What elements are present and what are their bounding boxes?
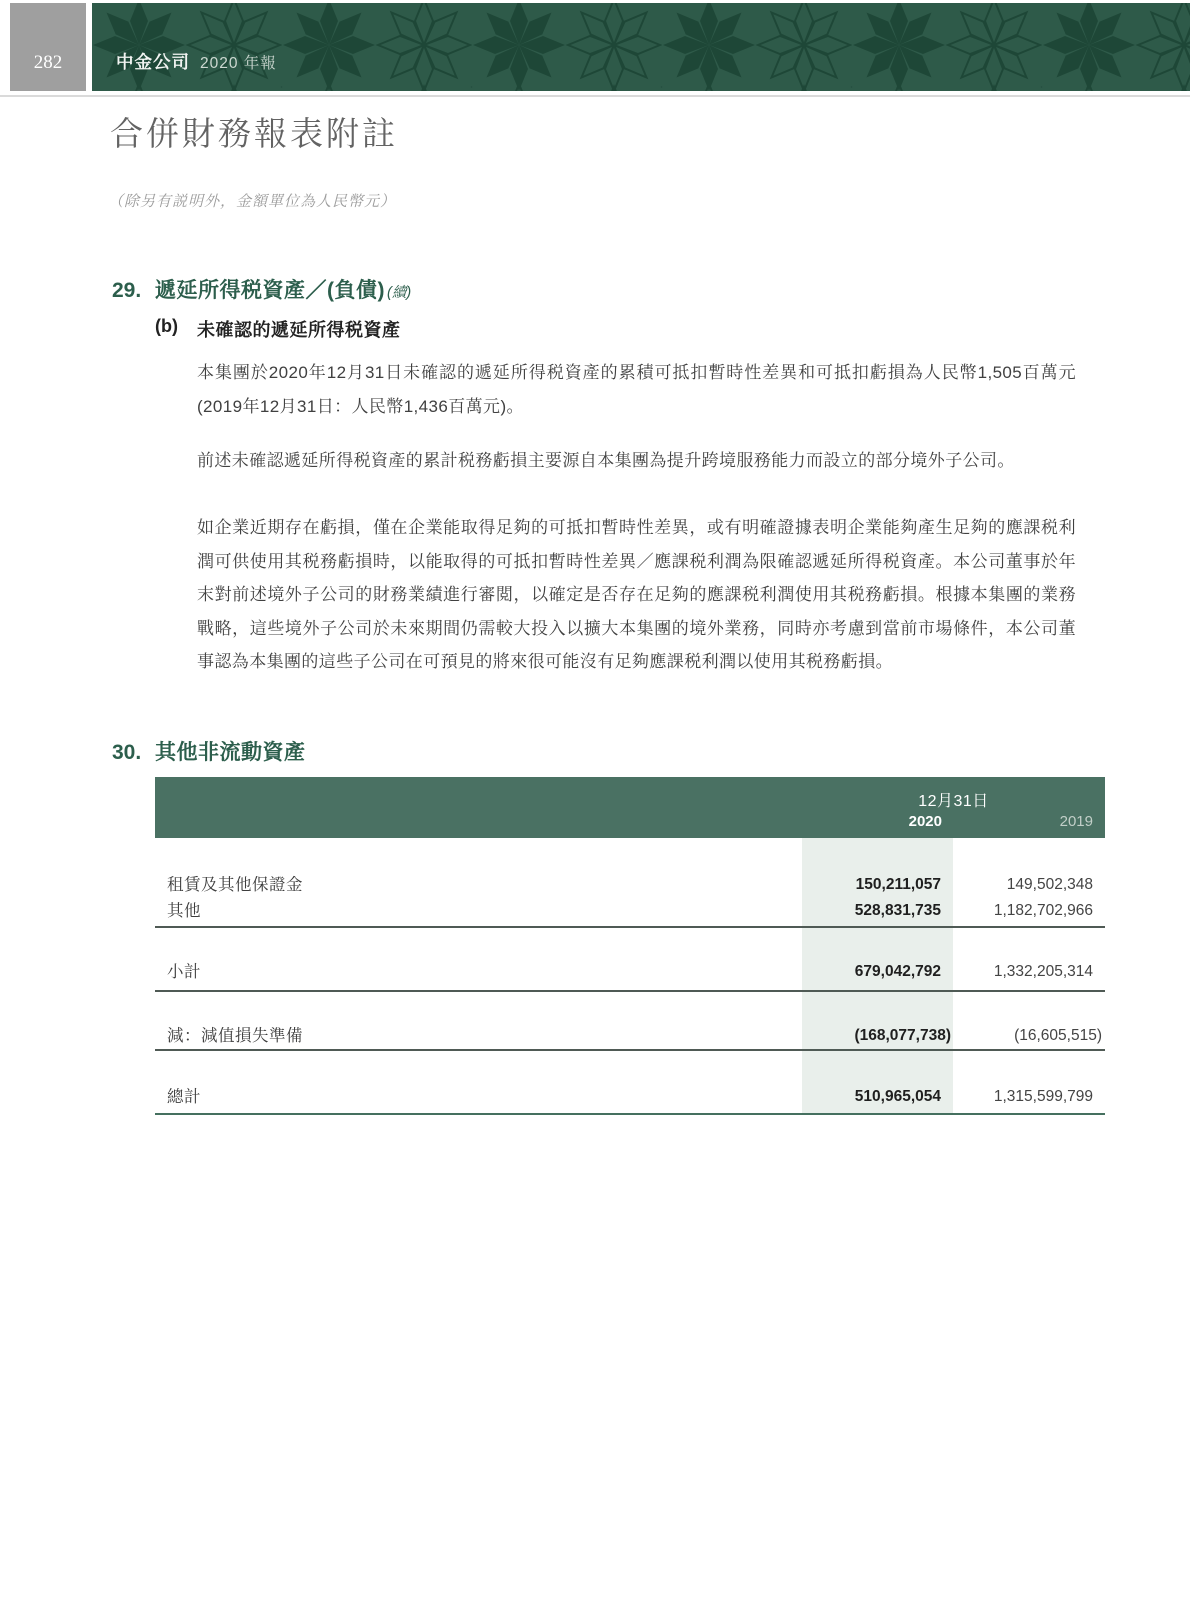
other-non-current-assets-table: [155, 777, 1105, 1115]
row-value-2019: (16,605,515): [1014, 1027, 1102, 1044]
row-value-2019: 1,315,599,799: [993, 1088, 1093, 1105]
table-header: [155, 777, 1105, 838]
paragraph-tax-losses-source: 前述未確認遞延所得税資產的累計税務虧損主要源自本集團為提升跨境服務能力而設立的部分境外子公司。: [197, 451, 1015, 470]
row-label: 小計: [167, 963, 201, 981]
row-value-2020: 150,211,057: [855, 876, 941, 893]
paragraph-recognition-policy: 如企業近期存在虧損，僅在企業能取得足夠的可抵扣暫時性差異，或有明確證據表明企業能夠產生足夠的應課税利潤可供使用其税務虧損時，以能取得的可抵扣暫時性差異／應課税利潤為限確認遞延所得税資產。本公司董事於年末對前述境外子公司的財務業績進行審閲，以確定是否存在足夠的應課税利潤使用其税務虧損。根據本集團的業務戰略，這些境外子公司於未來期間仍需較大投入以擴大本集團的境外業務，同時亦考慮到當前市場條件，本公司董事認為本集團的這些子公司在可預見的將來很可能沒有足夠應課税利潤以使用其税務虧損。: [197, 518, 1076, 671]
table-row-total: [155, 1084, 1105, 1110]
section-29b-title: 未確認的遞延所得税資產: [197, 320, 401, 340]
table-rule: [155, 1049, 1105, 1051]
row-label: 租賃及其他保證金: [167, 876, 303, 894]
table-rule: [155, 990, 1105, 992]
currency-note: （除另有説明外，金額單位為人民幣元）: [108, 193, 397, 210]
section-29-heading: [112, 274, 411, 304]
section-29-title: 遞延所得税資產／(負債): [155, 279, 385, 302]
company-name: 中金公司: [116, 52, 190, 72]
row-value-2019: 1,332,205,314: [993, 963, 1093, 980]
table-date-header: 12月31日: [918, 793, 989, 810]
section-30-number: 30.: [112, 741, 142, 764]
section-29b-letter: (b): [155, 316, 178, 336]
table-row-impairment: [155, 1023, 1105, 1049]
table-rule: [155, 926, 1105, 928]
header-banner: [92, 3, 1190, 91]
table-row: [155, 898, 1105, 924]
row-label: 其他: [167, 902, 201, 920]
asanoha-pattern-icon: [92, 3, 1190, 91]
row-value-2019: 149,502,348: [1006, 876, 1093, 893]
column-header-2019: 2019: [1059, 813, 1093, 830]
row-value-2020: 528,831,735: [854, 902, 941, 919]
table-row-subtotal: [155, 959, 1105, 985]
report-edition: 2020 年報: [200, 55, 277, 72]
header-divider: [0, 95, 1190, 97]
section-30-title: 其他非流動資產: [155, 741, 306, 764]
section-29-continued: (續): [387, 285, 412, 301]
column-header-2020: 2020: [908, 813, 942, 830]
table-bottom-rule: [155, 1113, 1105, 1116]
row-value-2019: 1,182,702,966: [993, 902, 1093, 919]
row-value-2020: 510,965,054: [854, 1088, 941, 1105]
row-value-2020: (168,077,738): [854, 1027, 951, 1044]
row-label: 總計: [167, 1088, 201, 1106]
page-number: 282: [33, 52, 63, 73]
page-number-box: [10, 3, 86, 91]
section-30-heading: [112, 736, 306, 766]
section-29b-heading: [155, 316, 401, 342]
banner-text: [116, 49, 277, 74]
row-value-2020: 679,042,792: [854, 963, 941, 980]
section-29-number: 29.: [112, 279, 142, 302]
document-title: 合併財務報表附註: [110, 117, 398, 153]
table-row: [155, 872, 1105, 898]
row-label: 減：減值損失準備: [167, 1027, 303, 1045]
paragraph-unrecognised-dta: 本集團於2020年12月31日未確認的遞延所得税資產的累積可抵扣暫時性差異和可抵扣虧損為人民幣1,505百萬元(2019年12月31日：人民幣1,436百萬元)。: [197, 363, 1076, 416]
